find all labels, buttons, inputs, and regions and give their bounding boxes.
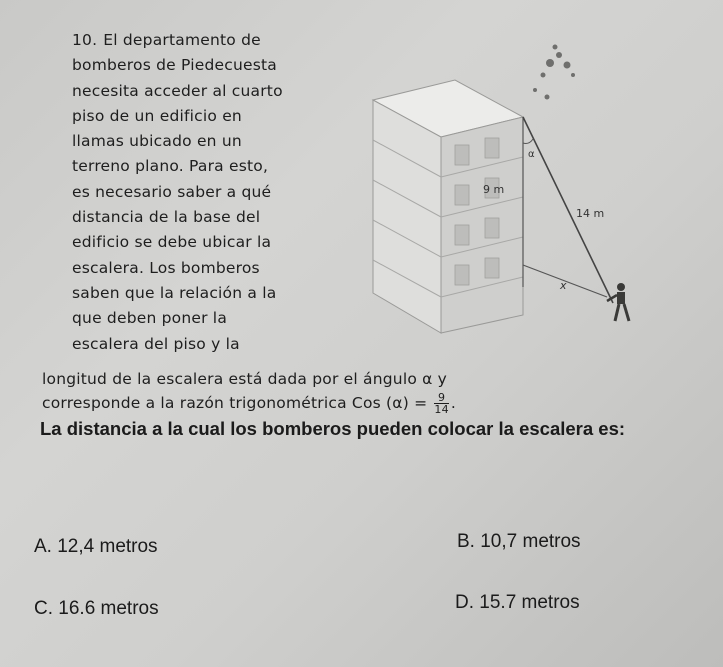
question-continuation [42, 367, 692, 415]
intro-line: bomberos de Piedecuesta [72, 56, 277, 75]
intro-line: distancia de la base del [72, 208, 261, 227]
question-number: 10. [72, 31, 98, 49]
building-ladder-figure [345, 25, 685, 365]
ladder-label: 14 m [576, 207, 605, 220]
cos-expression: corresponde a la razón trigonométrica Cos (α) = [42, 394, 428, 412]
intro-line: escalera del piso y la [72, 334, 240, 353]
firefighter-figure [607, 283, 629, 321]
continuation-line-2 [42, 391, 692, 415]
fire-smoke [533, 45, 575, 100]
option-d[interactable]: D. 15.7 metros [455, 592, 580, 613]
intro-line: edificio se debe ubicar la [72, 233, 272, 252]
option-a[interactable]: A. 12,4 metros [34, 536, 158, 557]
fraction [434, 392, 448, 415]
intro-line: saben que la relación a la [72, 283, 277, 302]
fraction-numerator: 9 [434, 392, 448, 404]
intro-line: necesita acceder al cuarto [72, 81, 283, 100]
option-b[interactable]: B. 10,7 metros [457, 531, 581, 552]
fraction-denominator: 14 [434, 403, 449, 416]
intro-line: terreno plano. Para esto, [72, 157, 269, 176]
intro-line: que deben poner la [72, 309, 228, 328]
building-right-face [441, 117, 523, 333]
line-end-period: . [450, 394, 456, 412]
height-label: 9 m [483, 183, 505, 196]
base-label: x [560, 279, 567, 292]
intro-line: escalera. Los bomberos [72, 258, 260, 277]
intro-line: es necesario saber a qué [72, 182, 272, 201]
intro-line: 10. El departamento de [72, 31, 261, 49]
building-left-face [373, 100, 441, 333]
intro-line: piso de un edificio en [72, 106, 242, 125]
continuation-line-1: longitud de la escalera está dada por el ángulo α y [42, 370, 448, 388]
angle-arc [523, 139, 533, 144]
question-intro [72, 28, 340, 357]
option-c[interactable]: C. 16.6 metros [34, 598, 159, 619]
question-task: La distancia a la cual los bomberos pueden colocar la escalera es: [40, 418, 626, 439]
intro-line: llamas ubicado en un [72, 132, 242, 151]
angle-label: α [528, 149, 535, 160]
